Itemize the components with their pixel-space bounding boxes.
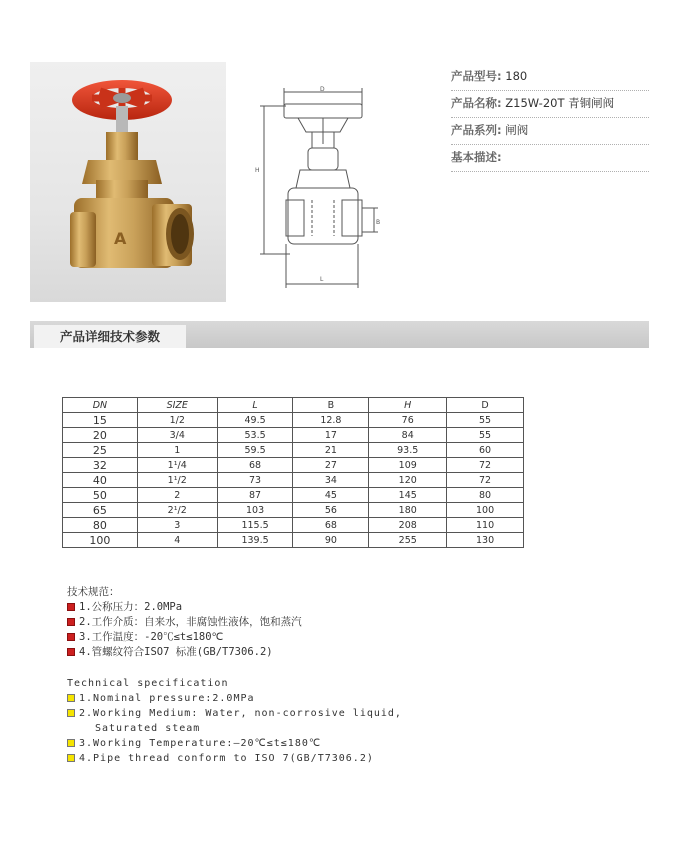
series-row	[451, 118, 649, 145]
table-cell: 120	[369, 473, 447, 488]
table-cell: 27	[293, 458, 369, 473]
spec-en-item	[67, 706, 402, 721]
spec-en-title: Technical specification	[67, 678, 229, 689]
spec-table	[62, 397, 524, 548]
table-cell: 20	[63, 428, 138, 443]
table-cell: 73	[217, 473, 293, 488]
table-cell: 4	[137, 533, 217, 548]
table-cell: 55	[447, 413, 524, 428]
spec-cn-item	[67, 630, 302, 645]
table-cell: 68	[217, 458, 293, 473]
table-cell: 130	[447, 533, 524, 548]
name-row	[451, 91, 649, 118]
spec-cn-title: 技术规范：	[67, 586, 120, 598]
spec-cn-text: 1.公称压力：2.0MPa	[79, 601, 183, 613]
table-row	[63, 473, 524, 488]
yellow-square-icon	[67, 694, 75, 702]
spec-en-text: 4.Pipe thread conform to ISO 7(GB/T7306.2)	[79, 753, 374, 764]
series-label: 产品系列:	[451, 123, 502, 137]
table-cell: 80	[63, 518, 138, 533]
table-cell: 87	[217, 488, 293, 503]
table-cell: 1¹/4	[137, 458, 217, 473]
series-value: 闸阀	[505, 123, 529, 137]
spec-en-item-continuation	[67, 721, 402, 736]
product-info-panel	[451, 64, 649, 172]
model-label: 产品型号:	[451, 69, 502, 83]
dim-d-label: D	[320, 86, 325, 93]
table-header-row	[63, 398, 524, 413]
spec-en-item	[67, 751, 402, 766]
table-cell: 45	[293, 488, 369, 503]
table-cell: 50	[63, 488, 138, 503]
table-cell: 25	[63, 443, 138, 458]
svg-text:A: A	[114, 229, 127, 248]
table-cell: 145	[369, 488, 447, 503]
table-cell: 180	[369, 503, 447, 518]
table-cell: 2¹/2	[137, 503, 217, 518]
table-cell: 2	[137, 488, 217, 503]
table-row	[63, 533, 524, 548]
description-label: 基本描述:	[451, 150, 502, 164]
section-header-bar	[30, 321, 649, 348]
table-cell: 65	[63, 503, 138, 518]
spec-cn-item	[67, 600, 302, 615]
spec-en-item	[67, 736, 402, 751]
table-cell: 40	[63, 473, 138, 488]
spec-cn-item	[67, 645, 302, 660]
model-row	[451, 64, 649, 91]
table-cell: 255	[369, 533, 447, 548]
table-cell: 80	[447, 488, 524, 503]
table-cell: 109	[369, 458, 447, 473]
table-cell: 21	[293, 443, 369, 458]
table-cell: 100	[63, 533, 138, 548]
table-row	[63, 488, 524, 503]
table-cell: 1¹/2	[137, 473, 217, 488]
table-row	[63, 443, 524, 458]
section-title: 产品详细技术参数	[34, 325, 186, 348]
table-cell: 139.5	[217, 533, 293, 548]
column-header: SIZE	[137, 398, 217, 413]
table-cell: 93.5	[369, 443, 447, 458]
table-cell: 115.5	[217, 518, 293, 533]
spec-en-text: 2.Working Medium: Water, non-corrosive liquid,	[79, 708, 402, 719]
table-cell: 32	[63, 458, 138, 473]
table-cell: 3/4	[137, 428, 217, 443]
spec-cn-text: 4.管螺纹符合ISO7 标准(GB/T7306.2)	[79, 646, 273, 658]
yellow-square-icon	[67, 754, 75, 762]
spec-en-text: 3.Working Temperature:—20℃≤t≤180℃	[79, 738, 322, 749]
spec-cn-text: 3.工作温度：-20℃≤t≤180℃	[79, 631, 224, 643]
table-cell: 55	[447, 428, 524, 443]
table-cell: 76	[369, 413, 447, 428]
table-row	[63, 503, 524, 518]
table-cell: 34	[293, 473, 369, 488]
table-cell: 53.5	[217, 428, 293, 443]
table-cell: 72	[447, 458, 524, 473]
column-header: DN	[63, 398, 138, 413]
yellow-square-icon	[67, 709, 75, 717]
table-cell: 1/2	[137, 413, 217, 428]
spec-cn-text: 2.工作介质：自来水，非腐蚀性液体，饱和蒸汽	[79, 616, 302, 628]
table-cell: 68	[293, 518, 369, 533]
spec-cn-item	[67, 615, 302, 630]
column-header: D	[447, 398, 524, 413]
column-header: H	[369, 398, 447, 413]
table-cell: 59.5	[217, 443, 293, 458]
table-row	[63, 413, 524, 428]
model-value: 180	[505, 69, 528, 83]
dim-b-label: B	[376, 219, 381, 226]
product-photo	[30, 62, 226, 302]
column-header: B	[293, 398, 369, 413]
technical-spec-en	[67, 676, 402, 766]
red-square-icon	[67, 603, 75, 611]
technical-spec-cn	[67, 585, 302, 660]
name-label: 产品名称:	[451, 96, 502, 110]
dim-l-label: L	[320, 276, 324, 283]
table-cell: 60	[447, 443, 524, 458]
gate-valve-image	[30, 62, 226, 302]
table-cell: 110	[447, 518, 524, 533]
technical-drawing	[250, 84, 390, 294]
red-square-icon	[67, 618, 75, 626]
table-cell: 12.8	[293, 413, 369, 428]
table-cell: 17	[293, 428, 369, 443]
spec-en-text: Saturated steam	[95, 723, 201, 734]
table-cell: 84	[369, 428, 447, 443]
table-row	[63, 518, 524, 533]
table-cell: 72	[447, 473, 524, 488]
table-body	[63, 413, 524, 548]
table-cell: 15	[63, 413, 138, 428]
table-cell: 3	[137, 518, 217, 533]
column-header: L	[217, 398, 293, 413]
spec-en-text: 1.Nominal pressure:2.0MPa	[79, 693, 255, 704]
table-row	[63, 458, 524, 473]
yellow-square-icon	[67, 739, 75, 747]
table-cell: 49.5	[217, 413, 293, 428]
dim-h-label: H	[255, 167, 260, 174]
table-cell: 1	[137, 443, 217, 458]
table-row	[63, 428, 524, 443]
table-cell: 100	[447, 503, 524, 518]
description-row	[451, 145, 649, 172]
red-square-icon	[67, 648, 75, 656]
table-cell: 208	[369, 518, 447, 533]
spec-en-item	[67, 691, 402, 706]
table-cell: 103	[217, 503, 293, 518]
name-value: Z15W-20T 青铜闸阀	[505, 96, 615, 110]
table-cell: 56	[293, 503, 369, 518]
table-cell: 90	[293, 533, 369, 548]
red-square-icon	[67, 633, 75, 641]
